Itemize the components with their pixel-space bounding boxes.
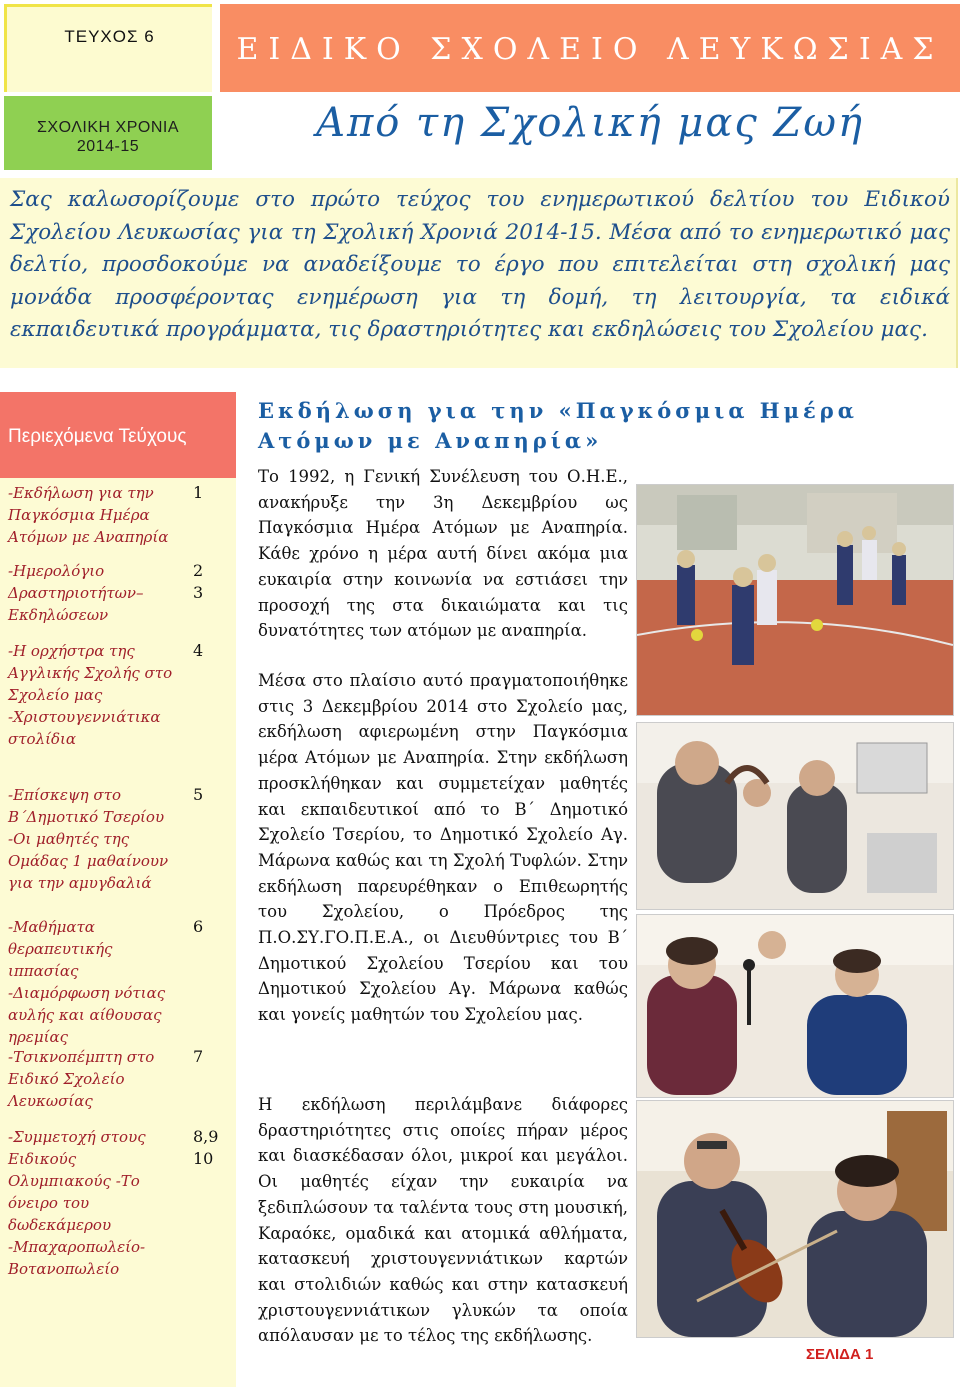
toc-page-number: 1: [193, 483, 204, 502]
page-number-label: ΣΕΛΙΔΑ 1: [806, 1346, 874, 1363]
article-paragraph: Μέσα στο πλαίσιο αυτό πραγματοποιήθηκε στις 3 Δεκεμβρίου 2014 στο Σχολείο μας, εκδήλωση αφιερωμένη στην Παγκόσμια μέρα Ατόμων με Αναπηρία. Στην εκδήλωση προσκλήθηκαν και συμμετείχαν μαθητές και εκπαιδευτικοί από το Β΄ Δημοτικό Σχολείο Τσερίου, το Δημοτικό Σχολείο Αγ. Μάρωνα καθώς και τη Σχολή Τυφλών. Στην εκδήλωση παρευρέθηκαν ο Επιθεωρητής του Σχολείου, ο Πρόεδρος της Π.Ο.ΣΥ.ΓΟ.Π.Ε.Α., οι Διευθύντριες του Β΄ Δημοτικού Σχολείου Τσερίου και του Δημοτικού Σχολείου Αγ. Μάρωνα καθώς και γονείς μαθητών του Σχολείου μας.: [258, 671, 628, 1025]
newsletter-title: Από τη Σχολική μας Ζωή: [316, 100, 864, 146]
issue-number: ΤΕΥΧΟΣ 6: [64, 27, 155, 46]
toc-heading: Περιεχόμενα Τεύχους: [8, 426, 187, 447]
toc-page-number: 4: [193, 641, 204, 660]
school-year-label: ΣΧΟΛΙΚΗ ΧΡΟΝΙΑ: [37, 119, 179, 136]
toc-page-number: 2 3: [193, 561, 204, 602]
photo-computer-room: [636, 722, 954, 910]
intro-text: Σας καλωσορίζουμε στο πρώτο τεύχος του ενημερωτικού δελτίου του Ειδικού Σχολείου Λευκωσίας για τη Σχολική Χρονιά 2014-15. Μέσα από το ενημερωτικό μας δελτίο, προσδοκούμε να αναδείξουμε το έργο που επιτελείται στη σχολική μας μονάδα προσφέροντας ενημέρωση για τη δομή, τη λειτουργία, τα ειδικά εκπαιδευτικά προγράμματα, τις δραστηριότητες και εκδηλώσεις του Σχολείου μας.: [10, 187, 950, 342]
photo-sports-yard: [636, 484, 954, 716]
school-name-banner: [220, 4, 960, 92]
toc-heading-box: [0, 392, 236, 478]
article-paragraph: Το 1992, η Γενική Συνέλευση του Ο.Η.Ε., ανακήρυξε την 3η Δεκεμβρίου ως Παγκόσμια Ημέρα Ατόμων με Αναπηρία. Κάθε χρόνο η μέρα αυτή δίνει ακόμα μια ευκαιρία στην κοινωνία να εστιάσει την προσοχή της στα δικαιώματα και τις δυνατότητες των ατόμων με αναπηρία.: [258, 467, 628, 641]
toc-page-number: 5: [193, 785, 204, 804]
toc-item[interactable]: -Συμμετοχή στους Ειδικούς Ολυμπιακούς -Το όνειρο του δωδεκάμερου -Μπαχαροπωλείο- Βοτανοπωλείο: [8, 1128, 146, 1278]
article-title: Εκδήλωση για την «Παγκόσμια Ημέρα Ατόμων με Αναπηρία»: [258, 398, 858, 453]
article-paragraph: Η εκδήλωση περιλάμβανε διάφορες δραστηριότητες στις οποίες πήραν μέρος και διασκέδασαν όλοι, μικροί και μεγάλοι. Οι μαθητές είχαν την ευκαιρία να ξεδιπλώσουν τα ταλέντα τους στη μουσική, Καραόκε, ομαδικά και ατομικά αθλήματα, κατασκευή χριστουγεννιάτικων καρτών και στολιδιών καθώς και στην κατασκευή χριστουγεννιάτικων γλυκών τα οποία απόλαυσαν με το τέλος της εκδήλωσης.: [258, 1095, 628, 1346]
photo-violin-student: [636, 1100, 954, 1338]
school-name: ΕΙΔΙΚΟ ΣΧΟΛΕΙΟ ΛΕΥΚΩΣΙΑΣ: [236, 32, 944, 67]
intro-box: [0, 178, 958, 368]
toc-page-number: 6: [193, 917, 204, 936]
school-year-box: [4, 96, 212, 170]
toc-item[interactable]: -Τσικνοπέμπτη στο Ειδικό Σχολείο Λευκωσίας: [8, 1048, 155, 1110]
toc-page-number: 8,9 10: [193, 1127, 219, 1168]
toc-item[interactable]: -Μαθήματα θεραπευτικής ιππασίας -Διαμόρφωση νότιας αυλής και αίθουσας ηρεμίας: [8, 918, 166, 1046]
toc-item[interactable]: -Ημερολόγιο Δραστηριοτήτων– Εκδηλώσεων: [8, 562, 144, 624]
toc-item[interactable]: -Επίσκεψη στο Β΄Δημοτικό Τσερίου -Οι μαθητές της Ομάδας 1 μαθαίνουν για την αμυγδαλιά: [8, 786, 169, 892]
toc-item[interactable]: -Η ορχήστρα της Αγγλικής Σχολής στο Σχολείο μας -Χριστουγεννιάτικα στολίδια: [8, 642, 173, 748]
issue-box: [4, 4, 212, 92]
toc-page-number: 7: [193, 1047, 204, 1066]
school-year-text: [4, 118, 212, 156]
photo-karaoke: [636, 914, 954, 1098]
toc-item[interactable]: -Εκδήλωση για την Παγκόσμια Ημέρα Ατόμων με Αναπηρία: [8, 484, 169, 546]
school-year-value: 2014-15: [76, 138, 140, 155]
